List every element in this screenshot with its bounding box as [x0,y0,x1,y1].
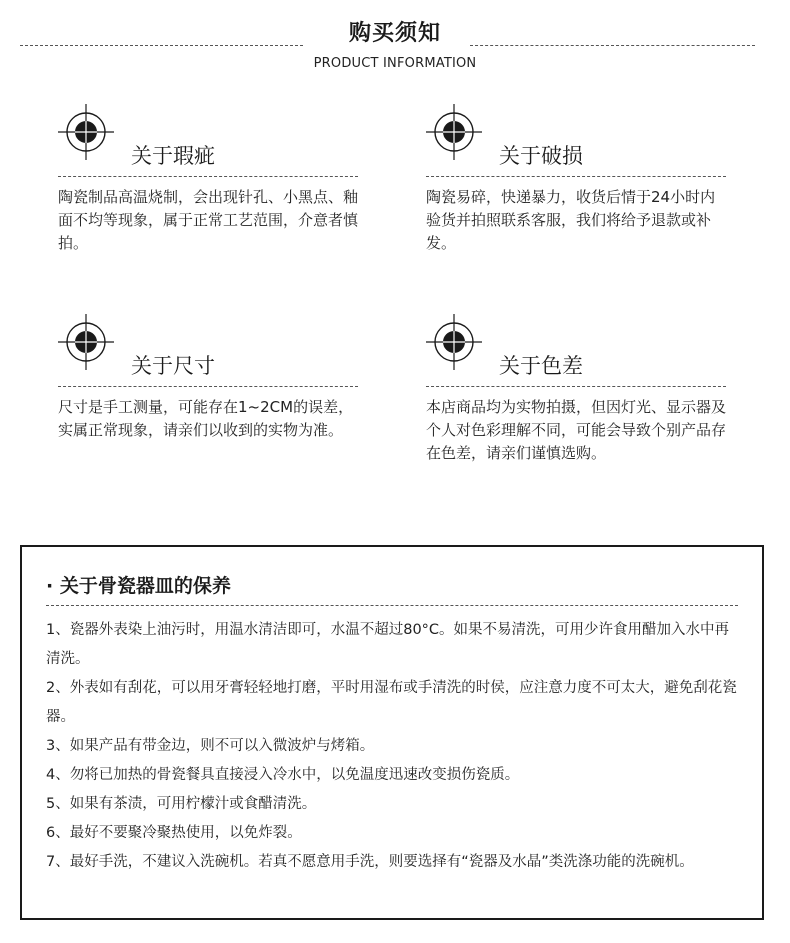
card-body: 陶瓷易碎，快递暴力，收货后情于24小时内验货并拍照联系客服，我们将给予退款或补发。 [426,188,716,252]
crosshair-target-icon [426,104,482,160]
card-title: 关于破损 [499,144,583,168]
care-divider [46,605,738,606]
care-list [46,616,738,877]
card-divider [58,176,358,177]
card-title: 关于尺寸 [131,354,215,378]
header-divider-right [470,45,755,46]
care-item: 5、如果有茶渍，可用柠檬汁或食醋清洗。 [46,796,317,812]
crosshair-target-icon [58,314,114,370]
care-title: · 关于骨瓷器皿的保养 [46,575,231,597]
care-item: 1、瓷器外表染上油污时，用温水清洁即可，水温不超过80°C。如果不易清洗，可用少许食用醋加入水中再清洗。 [46,622,730,667]
crosshair-target-icon [426,314,482,370]
care-item: 7、最好手洗，不建议入洗碗机。若真不愿意用手洗，则要选择有“瓷器及水晶”类洗涤功能的洗碗机。 [46,854,694,870]
care-item: 6、最好不要聚冷聚热使用，以免炸裂。 [46,825,302,841]
card-title: 关于瑕疵 [131,144,215,168]
care-instructions-box [20,545,764,920]
card-body: 本店商品均为实物拍摄，但因灯光、显示器及个人对色彩理解不同，可能会导致个别产品存在色差，请亲们谨慎选购。 [426,398,727,462]
care-item: 3、如果产品有带金边，则不可以入微波炉与烤箱。 [46,738,375,754]
care-item: 4、勿将已加热的骨瓷餐具直接浸入冷水中，以免温度迅速改变损伤瓷质。 [46,767,520,783]
card-divider [426,386,726,387]
card-body: 陶瓷制品高温烧制，会出现针孔、小黑点、釉面不均等现象，属于正常工艺范围，介意者慎拍。 [58,188,359,252]
card-divider [58,386,358,387]
card-divider [426,176,726,177]
page-title: 购买须知 [348,21,441,46]
card-title: 关于色差 [499,354,583,378]
card-body: 尺寸是手工测量，可能存在1~2CM的误差，实属正常现象，请亲们以收到的实物为准。 [58,398,354,439]
crosshair-target-icon [58,104,114,160]
page-subtitle: PRODUCT INFORMATION [313,56,477,71]
care-item: 2、外表如有刮花，可以用牙膏轻轻地打磨，平时用湿布或手清洗的时侯，应注意力度不可太大，避免刮花瓷器。 [46,680,737,725]
